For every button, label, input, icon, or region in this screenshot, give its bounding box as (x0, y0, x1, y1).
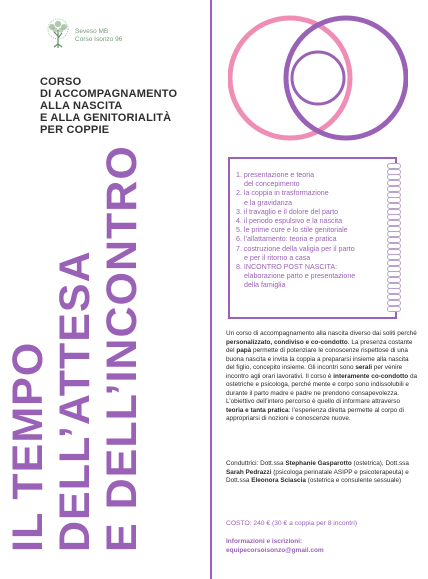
notebook-ring (387, 300, 401, 306)
description-text: per venire incontro agli orari lavorativi. Il corso è (226, 364, 403, 380)
description-bold: teoria e tanta pratica (226, 406, 289, 414)
vertical-title (5, 145, 146, 552)
org-line-2: Corso Isonzo 96 (75, 36, 123, 43)
description-bold: papà (236, 347, 252, 355)
program-item-line: 3. il travaglio e il dolore del parto (236, 207, 339, 216)
conductors-text: (ostetrica e consulente sessuale) (305, 477, 402, 485)
program-item-line: della famiglia (244, 281, 286, 290)
program-item-line: del concepimento (244, 180, 300, 189)
program-item-line: elaborazione parto e presentazione (244, 272, 356, 281)
program-item-line: 8. INCONTRO POST NASCITA: (236, 263, 338, 272)
program-item-line: 6. l’allattamento: teoria e pratica (236, 235, 337, 244)
description-text: da ostetriche e psicologa, perché mente e corpo sono indissolubili e durante il parto madre e padre ne prendono consapevolezza. L’obiettivo dell’intero percorso è quello di informare attraverso (226, 372, 418, 406)
contact-label: Informazioni e iscrizioni: (226, 538, 303, 545)
conductors (226, 460, 418, 486)
tree-logo-icon (40, 16, 76, 52)
interlocking-circles-graphic (228, 8, 408, 148)
course-description (226, 330, 418, 424)
program-item (236, 208, 391, 217)
title-line-2: DELL’ATTESA (51, 250, 99, 552)
program-item (236, 235, 391, 244)
description-text: Un corso di accompagnamento alla nascita diverso dai soliti perché (226, 330, 417, 337)
program-item (236, 263, 391, 291)
conductors-text: (ostetrica), Dott.ssa (351, 460, 409, 467)
conductors-text: (psicologa perinatale ASIPP e psicoterapeuta) e Dott.ssa (226, 468, 409, 485)
org-line-1: Seveso MB (75, 28, 109, 35)
intro-line: DI ACCOMPAGNAMENTO (40, 88, 178, 100)
program-item (236, 245, 391, 263)
description-text: : l’esperienza diretta permette al corpo di appropriarsi di nozioni e conoscenze nuove. (226, 406, 404, 423)
course-cost: COSTO: 240 € (30 € a coppia per 8 incontri) (226, 520, 358, 527)
program-item-line: e per il ritorno a casa (244, 253, 311, 262)
description-bold: personalizzato, condiviso e co-condotto (226, 338, 348, 346)
title-line-3: E DELL’INCONTRO (98, 145, 146, 552)
conductor-name: Stephanie Gasparotto (285, 460, 352, 467)
program-item (236, 189, 391, 207)
conductors-text: Conduttrici: Dott.ssa (226, 460, 286, 467)
notebook-ring (387, 306, 401, 312)
conductor-name: Sarah Pedrazzi (226, 468, 272, 476)
program-list (236, 171, 391, 291)
intro-line: PER COPPIE (40, 124, 110, 136)
contact-info (226, 538, 418, 555)
intro-line: CORSO (40, 76, 82, 88)
contact-email[interactable]: equipecorsoisonzo@gmail.com (226, 546, 324, 554)
program-item (236, 217, 391, 226)
program-item (236, 171, 391, 189)
description-bold: interamente co-condotto (333, 372, 409, 380)
program-item-line: e la gravidanza (244, 198, 293, 207)
program-item-line: 4. il periodo espulsivo e la nascita (236, 217, 343, 226)
description-bold: serali (355, 364, 373, 372)
intro-line: ALLA NASCITA (40, 100, 123, 112)
program-item-line: 5. le prime cure e lo stile genitoriale (236, 226, 348, 235)
program-item-line: 2. la coppia in trasformazione (236, 189, 329, 198)
description-text: permette di potenziare le conoscenze rispettose di una buona nascita e invita la coppia a prepararsi insieme alla nascita del figlio, concepito insieme. Gli incontri sono (226, 347, 409, 372)
intro-line: E ALLA GENITORIALITÀ (40, 112, 172, 124)
conductor-name: Eleonora Sciascia (251, 477, 306, 485)
column-divider (210, 0, 212, 579)
description-text: . La presenza costante del (226, 338, 413, 355)
course-intro-heading (40, 76, 205, 136)
program-item-line: 7. costruzione della valigia per il parto (236, 244, 355, 253)
title-line-1: IL TEMPO (4, 341, 52, 552)
organization-address (75, 28, 122, 44)
program-item-line: 1. presentazione e teoria (236, 171, 315, 179)
program-item (236, 226, 391, 235)
